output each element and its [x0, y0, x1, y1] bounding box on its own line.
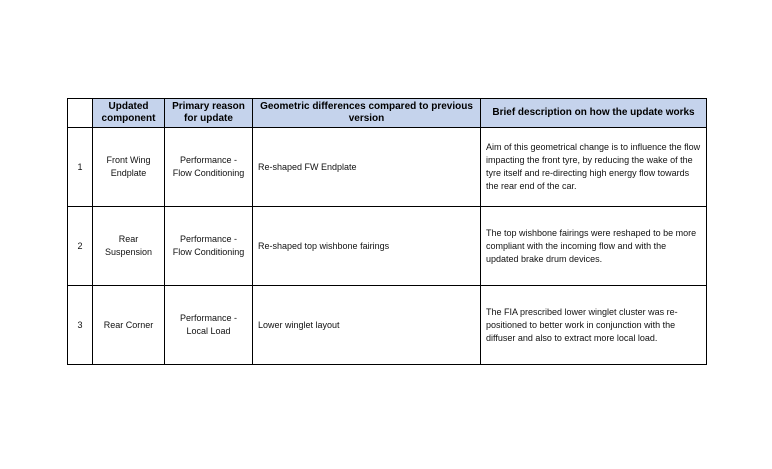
header-geometric-differences: Geometric differences compared to previous version	[253, 99, 481, 128]
row-reason: Performance - Flow Conditioning	[165, 128, 253, 207]
row-differences: Re-shaped top wishbone fairings	[253, 207, 481, 286]
row-reason: Performance - Local Load	[165, 286, 253, 365]
row-reason: Performance - Flow Conditioning	[165, 207, 253, 286]
row-component: Rear Corner	[93, 286, 165, 365]
row-description: The FIA prescribed lower winglet cluster was re-positioned to better work in conjunction with the diffuser and also to extract more local load.	[481, 286, 707, 365]
table-header-row	[68, 99, 707, 128]
row-number: 3	[68, 286, 93, 365]
header-brief-description: Brief description on how the update works	[481, 99, 707, 128]
row-differences: Re-shaped FW Endplate	[253, 128, 481, 207]
update-table	[67, 98, 707, 365]
row-number: 2	[68, 207, 93, 286]
header-primary-reason: Primary reason for update	[165, 99, 253, 128]
row-component: Front Wing Endplate	[93, 128, 165, 207]
header-number	[68, 99, 93, 128]
table-row	[68, 207, 707, 286]
row-description: Aim of this geometrical change is to influence the flow impacting the front tyre, by reducing the wake of the tyre itself and re-directing high energy flow towards the rear end of the car.	[481, 128, 707, 207]
row-differences: Lower winglet layout	[253, 286, 481, 365]
row-component: Rear Suspension	[93, 207, 165, 286]
header-updated-component: Updated component	[93, 99, 165, 128]
row-description: The top wishbone fairings were reshaped to be more compliant with the incoming flow and with the updated brake drum devices.	[481, 207, 707, 286]
table-row	[68, 128, 707, 207]
update-table-container	[67, 98, 706, 365]
table-row	[68, 286, 707, 365]
row-number: 1	[68, 128, 93, 207]
